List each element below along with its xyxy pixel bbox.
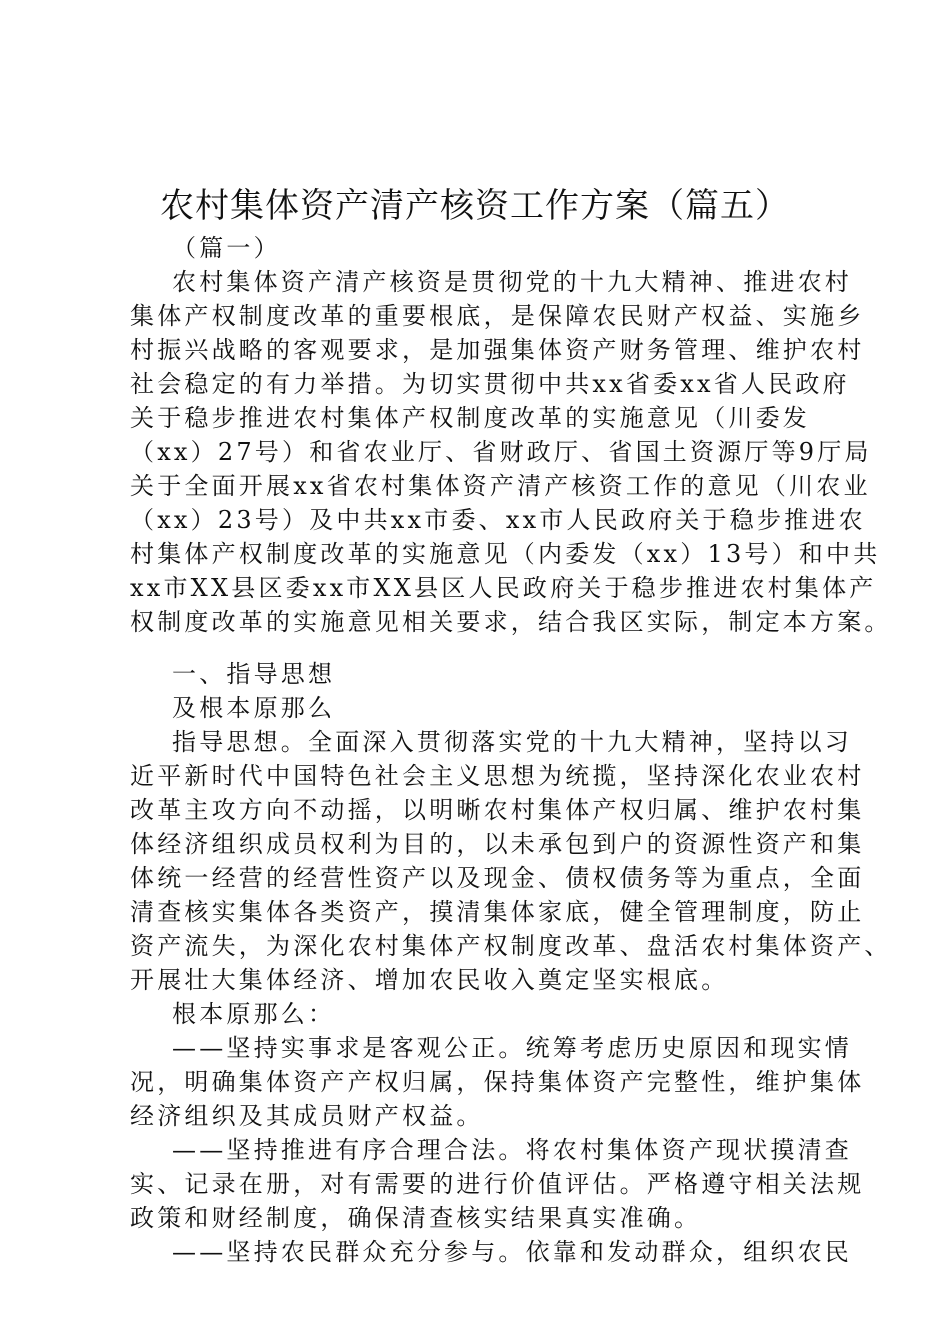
paragraph-line: 况，明确集体资产产权归属，保持集体资产完整性，维护集体: [130, 1068, 865, 1096]
paragraph-line: 经济组织及其成员财产权益。: [130, 1102, 484, 1130]
paragraph-line: 社会稳定的有力举措。为切实贯彻中共xx省委xx省人民政府: [130, 370, 850, 398]
paragraph-line: 农村集体资产清产核资是贯彻党的十九大精神、推进农村: [172, 268, 852, 296]
paragraph-line: （xx）27号）和省农业厅、省财政厅、省国土资源厅等9厅局: [130, 438, 872, 466]
paragraph-line: （xx）23号）及中共xx市委、xx市人民政府关于稳步推进农: [130, 506, 866, 534]
paragraph-line: 资产流失，为深化农村集体产权制度改革、盘活农村集体资产、: [130, 932, 892, 960]
section-heading: 一、指导思想: [172, 660, 336, 688]
paragraph-line: 近平新时代中国特色社会主义思想为统揽，坚持深化农业农村: [130, 762, 865, 790]
subsection-heading: 根本原那么：: [172, 1000, 336, 1028]
paragraph-line: 改革主攻方向不动摇，以明晰农村集体产权归属、维护农村集: [130, 796, 865, 824]
paragraph-line: 开展壮大集体经济、增加农民收入奠定坚实根底。: [130, 966, 729, 994]
paragraph-line: 清查核实集体各类资产，摸清集体家底，健全管理制度，防止: [130, 898, 865, 926]
paragraph-line: 实、记录在册，对有需要的进行价值评估。严格遵守相关法规: [130, 1170, 865, 1198]
paragraph-line: ——坚持推进有序合理合法。将农村集体资产现状摸清查: [172, 1136, 852, 1164]
paragraph-line: 权制度改革的实施意见相关要求，结合我区实际，制定本方案。: [130, 608, 892, 636]
section-heading: 及根本原那么: [172, 694, 336, 722]
paragraph-line: 集体产权制度改革的重要根底，是保障农民财产权益、实施乡: [130, 302, 865, 330]
paragraph-line: 体统一经营的经营性资产以及现金、债权债务等为重点，全面: [130, 864, 865, 892]
paragraph-line: 关于全面开展xx省农村集体资产清产核资工作的意见（川农业: [130, 472, 871, 500]
document-title: 农村集体资产清产核资工作方案（篇五）: [160, 186, 790, 226]
paragraph-line: 政策和财经制度，确保清查核实结果真实准确。: [130, 1204, 702, 1232]
paragraph-line: 体经济组织成员权利为目的，以未承包到户的资源性资产和集: [130, 830, 865, 858]
paragraph-line: 村集体产权制度改革的实施意见（内委发（xx）13号）和中共: [130, 540, 881, 568]
paragraph-line: 关于稳步推进农村集体产权制度改革的实施意见（川委发: [130, 404, 810, 432]
paragraph-line: 指导思想。全面深入贯彻落实党的十九大精神，坚持以习: [172, 728, 852, 756]
paragraph-line: ——坚持农民群众充分参与。依靠和发动群众，组织农民: [172, 1238, 852, 1266]
paragraph-line: 村振兴战略的客观要求，是加强集体资产财务管理、维护农村: [130, 336, 865, 364]
paragraph-line: xx市XX县区委xx市XX县区人民政府关于稳步推进农村集体产: [130, 574, 877, 602]
paragraph-line: ——坚持实事求是客观公正。统筹考虑历史原因和现实情: [172, 1034, 852, 1062]
section-label-part-one: （篇一）: [172, 234, 281, 262]
